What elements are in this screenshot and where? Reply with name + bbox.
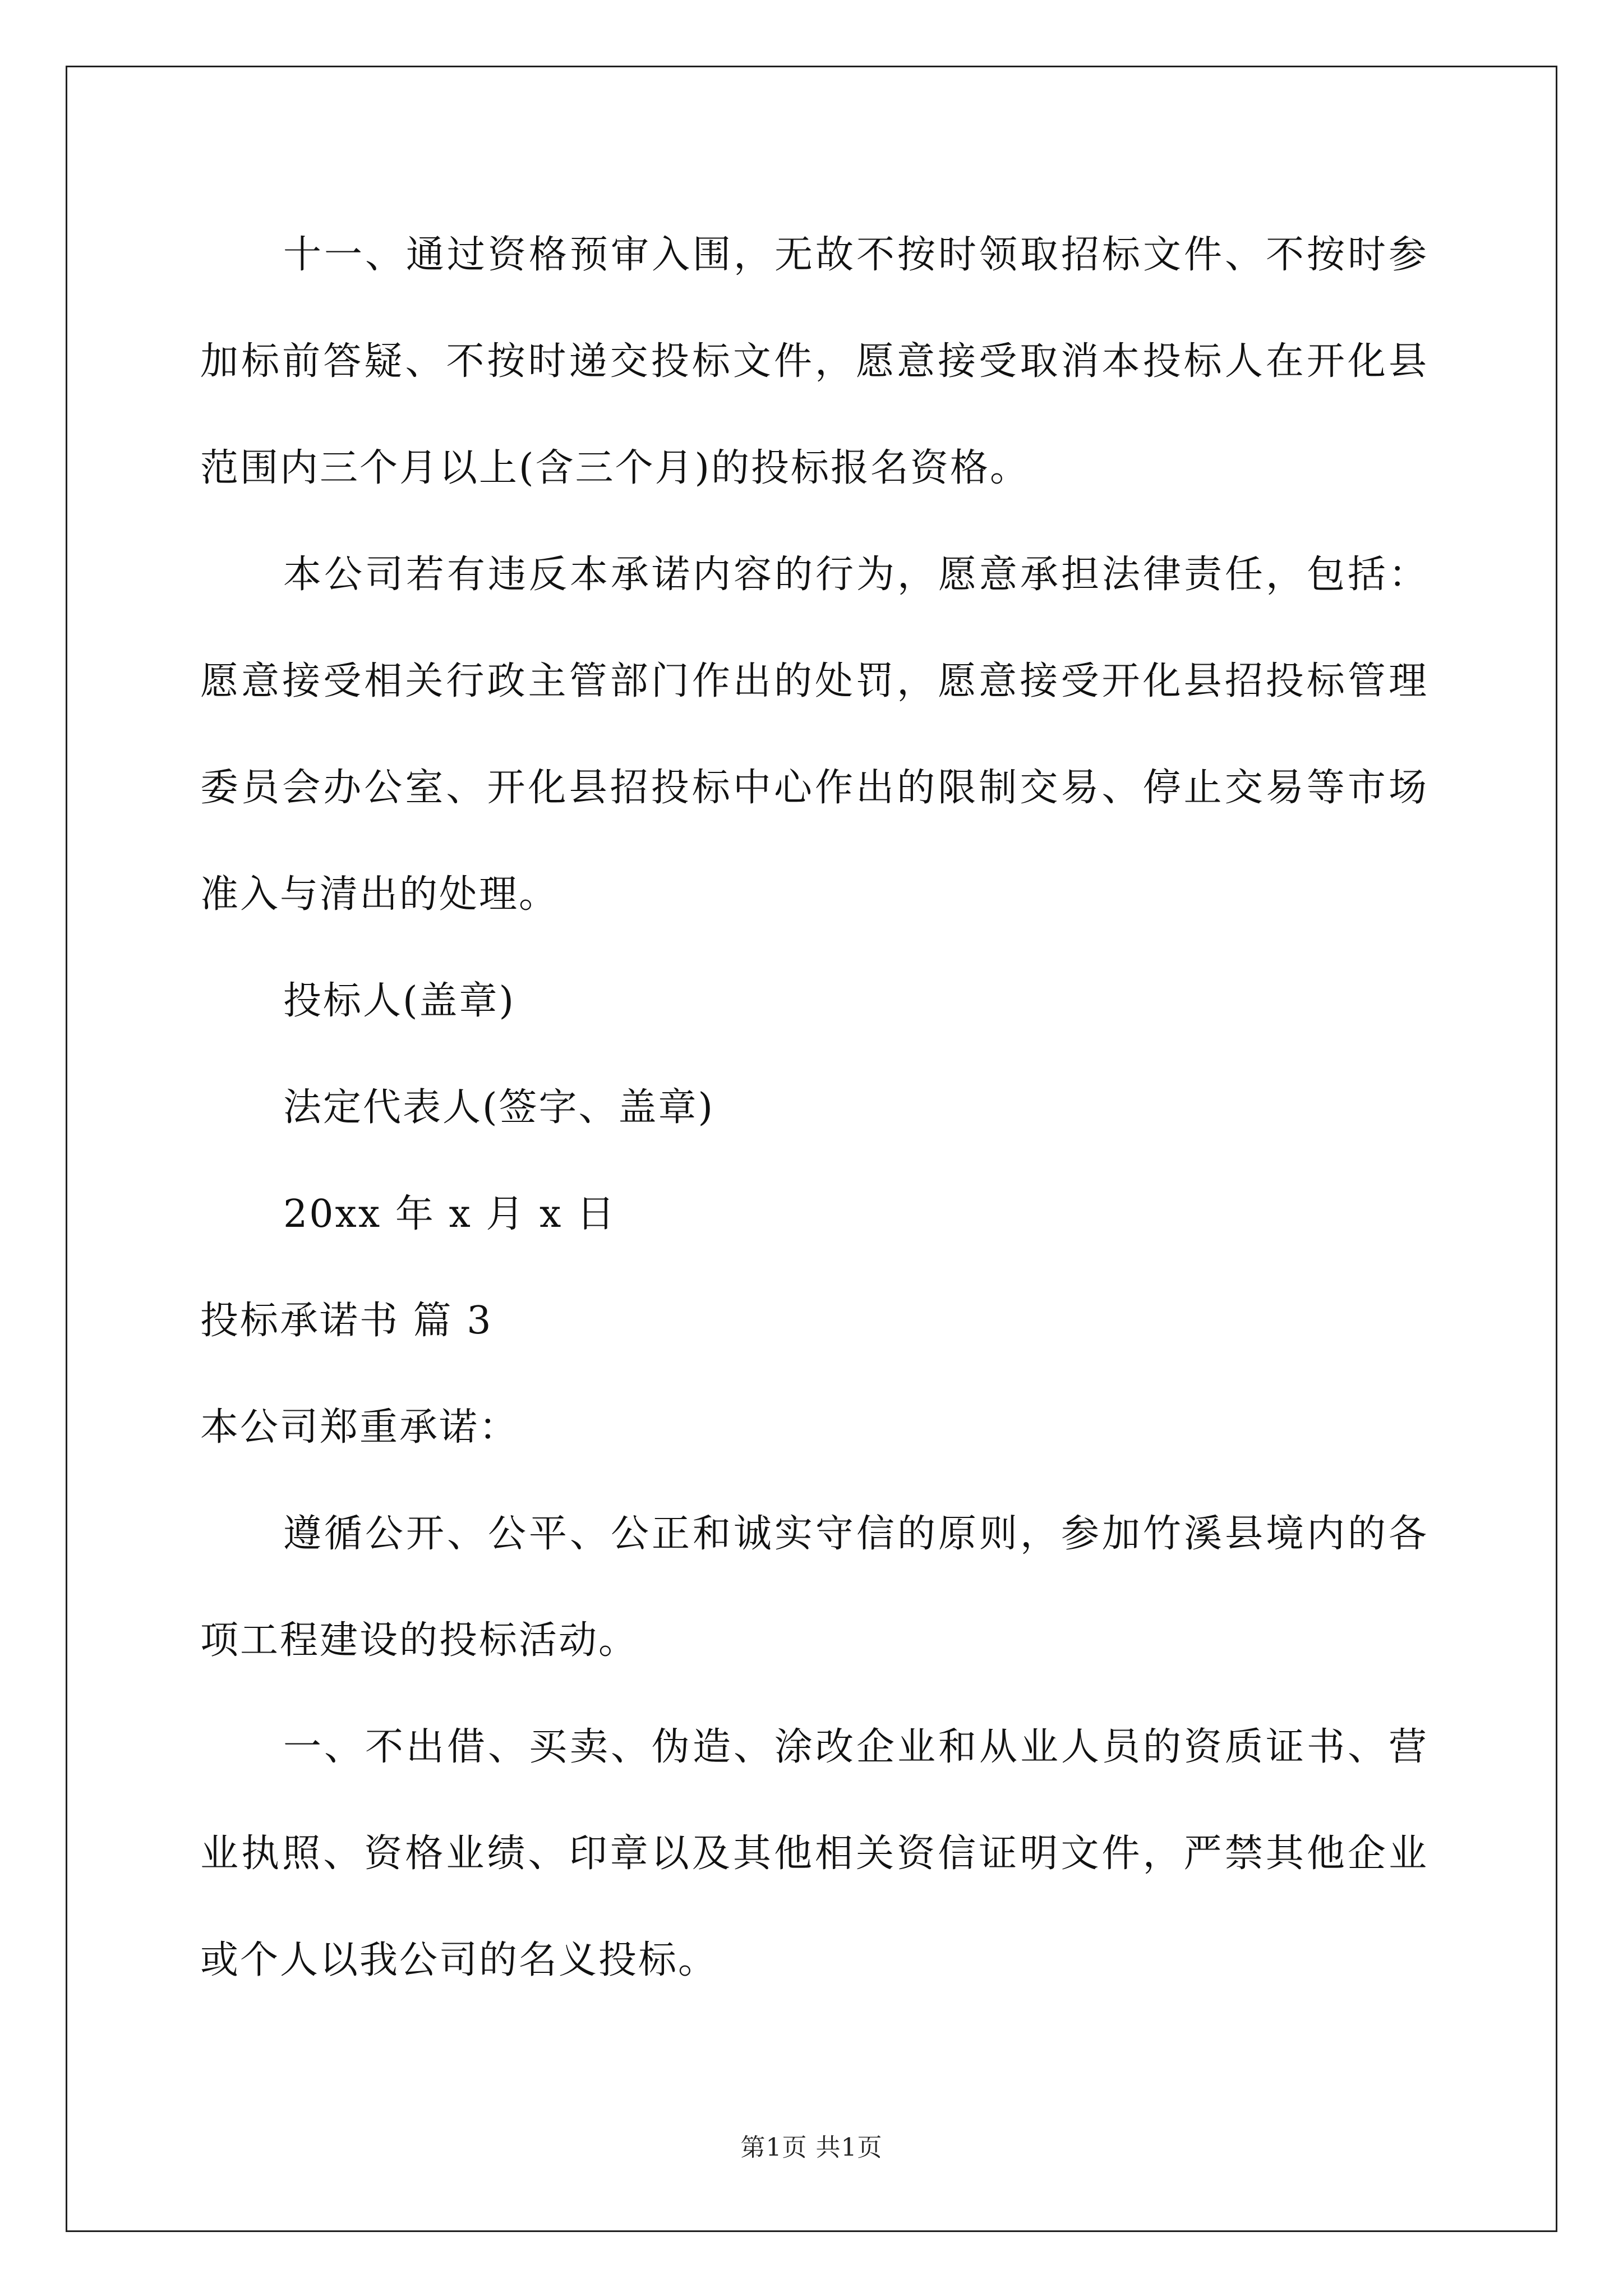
- bidder-seal-line: 投标人(盖章): [283, 979, 516, 1023]
- date-line: 20xx 年 x 月 x 日: [283, 1192, 617, 1236]
- paragraph-clause-one: 一、不出借、买卖、伪造、涂改企业和从业人员的资质证书、营业执照、资格业绩、印章以及其他相关资信证明文件，严禁其他企业或个人以我公司的名义投标。: [200, 1725, 1428, 1982]
- legal-rep-signature-line: 法定代表人(签字、盖章): [283, 1085, 715, 1130]
- page-footer: 第1页 共1页: [740, 2133, 883, 2162]
- document-body: [200, 202, 1428, 2014]
- paragraph-liability: 本公司若有违反本承诺内容的行为，愿意承担法律责任，包括：愿意接受相关行政主管部门作出的处罚，愿意接受开化县招投标管理委员会办公室、开化县招投标中心作出的限制交易、停止交易等市场准入与清出的处理。: [200, 553, 1428, 917]
- section-heading: 投标承诺书 篇 3: [200, 1299, 493, 1343]
- paragraph-clause-eleven: 十一、通过资格预审入围，无故不按时领取招标文件、不按时参加标前答疑、不按时递交投标文件，愿意接受取消本投标人在开化县范围内三个月以上(含三个月)的投标报名资格。: [200, 233, 1428, 490]
- paragraph-principles: 遵循公开、公平、公正和诚实守信的原则，参加竹溪县境内的各项工程建设的投标活动。: [200, 1512, 1428, 1663]
- commitment-intro: 本公司郑重承诺：: [200, 1405, 519, 1450]
